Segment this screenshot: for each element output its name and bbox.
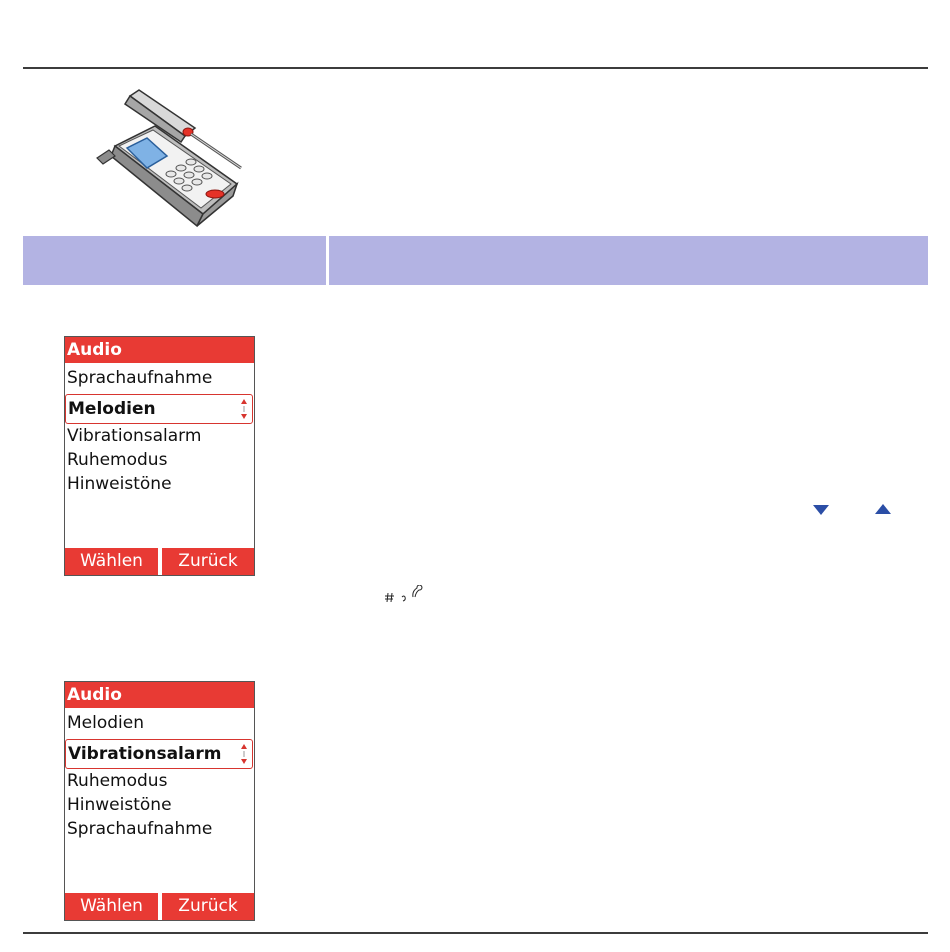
menu-item[interactable]: Sprachaufnahme: [67, 368, 213, 388]
menu-item[interactable]: Sprachaufnahme: [67, 819, 213, 839]
menu-item[interactable]: Ruhemodus: [67, 771, 168, 791]
scroll-indicator-icon: [240, 398, 248, 420]
screen-title: Audio: [65, 337, 254, 363]
softkey-back[interactable]: Zurück: [162, 893, 254, 920]
table-header-right: [329, 236, 928, 285]
screen-title: Audio: [65, 682, 254, 708]
top-rule: [23, 67, 928, 69]
table-header-left: [23, 236, 326, 285]
hash-keys-icon: [383, 585, 427, 605]
arrow-up-icon: [874, 503, 892, 515]
scroll-indicator-icon: [240, 743, 248, 765]
arrow-down-icon: [812, 504, 830, 516]
softkey-select[interactable]: Wählen: [65, 548, 158, 575]
selected-menu-item-label: Melodien: [68, 399, 156, 419]
phone-screwdriver-illustration: [85, 86, 255, 236]
phone-screen-1: [64, 336, 255, 576]
softkey-back[interactable]: Zurück: [162, 548, 254, 575]
menu-item[interactable]: Ruhemodus: [67, 450, 168, 470]
softkey-select[interactable]: Wählen: [65, 893, 158, 920]
bottom-rule: [23, 932, 928, 934]
menu-item[interactable]: Melodien: [67, 713, 144, 733]
phone-icon: [97, 126, 237, 226]
selected-menu-item[interactable]: [65, 739, 253, 769]
selected-menu-item[interactable]: [65, 394, 253, 424]
menu-item[interactable]: Hinweistöne: [67, 795, 172, 815]
menu-item[interactable]: Vibrationsalarm: [67, 426, 202, 446]
menu-item[interactable]: Hinweistöne: [67, 474, 172, 494]
phone-screen-2: [64, 681, 255, 921]
selected-menu-item-label: Vibrationsalarm: [68, 744, 222, 764]
